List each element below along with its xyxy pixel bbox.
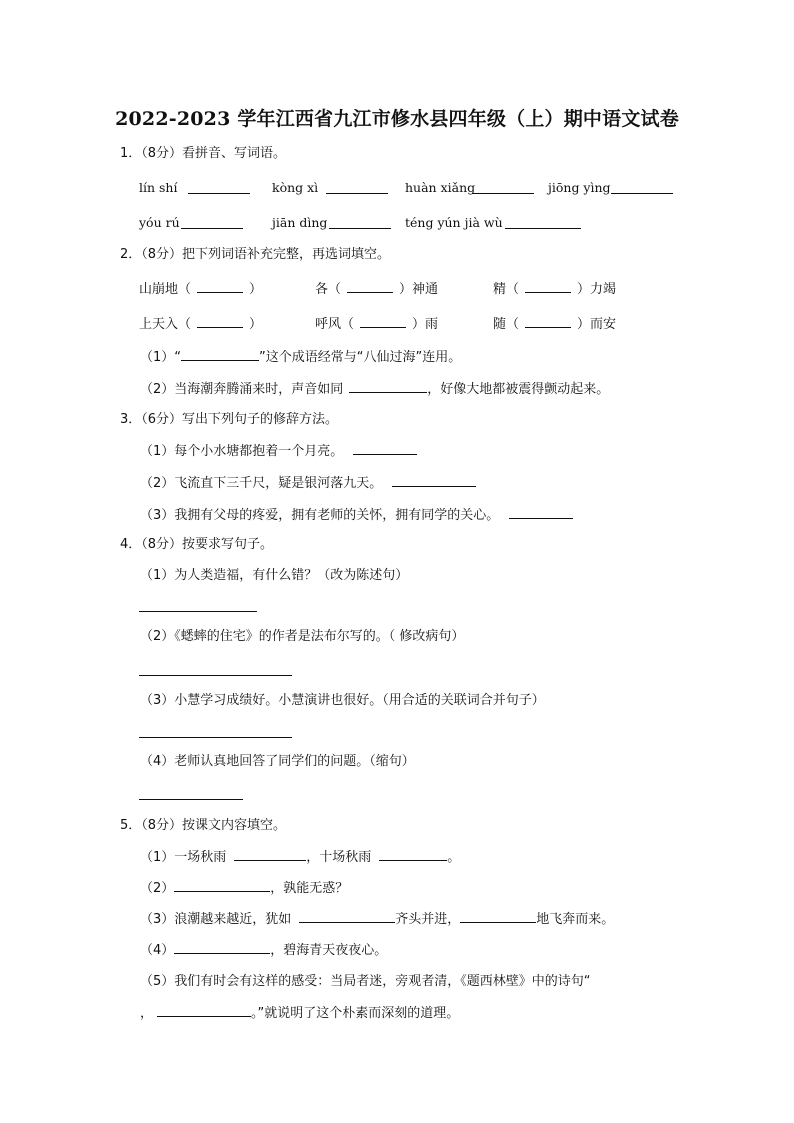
idiom-4 bbox=[139, 315, 262, 334]
answer-blank[interactable] bbox=[188, 193, 250, 194]
answer-blank[interactable] bbox=[505, 228, 581, 229]
question-3-item-2 bbox=[140, 474, 476, 493]
pinyin-1: lín shí bbox=[139, 180, 178, 195]
answer-blank[interactable] bbox=[157, 1004, 251, 1017]
sub-text: （1）“ bbox=[140, 350, 182, 365]
idiom-blank[interactable] bbox=[197, 280, 243, 293]
question-5-item-5-continued bbox=[140, 1004, 459, 1023]
idiom-blank[interactable] bbox=[525, 280, 571, 293]
idiom-text: 精（ bbox=[493, 282, 520, 297]
question-2-sub-1 bbox=[140, 348, 461, 367]
item-text: ，碧海青天夜夜心。 bbox=[270, 943, 388, 958]
idiom-text: ）雨 bbox=[412, 317, 439, 332]
item-text: （1）一场秋雨 bbox=[140, 850, 227, 865]
sub-text: （2）当海潮奔腾涌来时，声音如同 bbox=[140, 382, 344, 397]
question-4-header: 4．（8分）按要求写句子。 bbox=[120, 537, 274, 552]
idiom-text: ） bbox=[249, 282, 263, 297]
question-2-sub-2 bbox=[140, 380, 609, 399]
question-5-header: 5．（8分）按课文内容填空。 bbox=[120, 818, 287, 833]
answer-blank[interactable] bbox=[353, 442, 417, 455]
answer-line[interactable] bbox=[139, 675, 292, 676]
answer-blank[interactable] bbox=[234, 848, 306, 861]
idiom-text: 各（ bbox=[315, 282, 342, 297]
idiom-text: ）神通 bbox=[399, 282, 439, 297]
question-3-header: 3．（6分）写出下列句子的修辞方法。 bbox=[120, 412, 339, 427]
pinyin-2: kòng xì bbox=[272, 180, 319, 195]
item-text: （4） bbox=[140, 943, 175, 958]
answer-blank[interactable] bbox=[299, 910, 395, 923]
answer-blank[interactable] bbox=[326, 193, 388, 194]
pinyin-7: téng yún jià wù bbox=[405, 215, 503, 230]
answer-blank[interactable] bbox=[329, 228, 391, 229]
item-text: 齐头并进， bbox=[395, 912, 461, 927]
item-text: ，孰能无惑？ bbox=[270, 881, 349, 896]
idiom-1 bbox=[139, 280, 262, 299]
idiom-blank[interactable] bbox=[525, 315, 571, 328]
item-text: 。”就说明了这个朴素而深刻的道理。 bbox=[251, 1006, 460, 1021]
question-5-item-2 bbox=[140, 879, 348, 898]
answer-blank[interactable] bbox=[392, 474, 476, 487]
item-text: （2） bbox=[140, 881, 175, 896]
answer-blank[interactable] bbox=[174, 941, 270, 954]
question-5-item-5: （5）我们有时会有这样的感受：当局者迷，旁观者清，《题西林壁》中的诗句“ bbox=[140, 974, 591, 989]
item-text: （3）浪潮越来越近，犹如 bbox=[140, 912, 292, 927]
question-5-item-1 bbox=[140, 848, 460, 867]
answer-blank[interactable] bbox=[509, 506, 573, 519]
answer-line[interactable] bbox=[139, 737, 292, 738]
pinyin-3: huàn xiǎng bbox=[405, 180, 476, 195]
pinyin-6: jiān dìng bbox=[272, 215, 328, 230]
idiom-6 bbox=[493, 315, 616, 334]
idiom-text: 呼风（ bbox=[315, 317, 355, 332]
idiom-text: 山崩地（ bbox=[139, 282, 192, 297]
answer-blank[interactable] bbox=[472, 193, 534, 194]
idiom-text: ）而安 bbox=[577, 317, 617, 332]
item-text: ，十场秋雨 bbox=[306, 850, 372, 865]
pinyin-5: yóu rú bbox=[139, 215, 180, 230]
pinyin-4: jiōng yìng bbox=[548, 180, 611, 195]
sub-text: ，好像大地都被震得颤动起来。 bbox=[427, 382, 610, 397]
item-text: （3）我拥有父母的疼爱，拥有老师的关怀，拥有同学的关心。 bbox=[140, 508, 500, 523]
idiom-text: ） bbox=[249, 317, 263, 332]
idiom-2 bbox=[315, 280, 438, 299]
answer-blank[interactable] bbox=[611, 193, 673, 194]
answer-blank[interactable] bbox=[349, 380, 427, 393]
answer-blank[interactable] bbox=[181, 228, 243, 229]
idiom-blank[interactable] bbox=[347, 280, 393, 293]
answer-line[interactable] bbox=[139, 611, 257, 612]
idiom-text: 上天入（ bbox=[139, 317, 192, 332]
question-4-item-4: （4）老师认真地回答了同学们的问题。（缩句） bbox=[140, 754, 415, 769]
item-text: ， bbox=[140, 1006, 154, 1021]
question-5-item-3 bbox=[140, 910, 614, 929]
idiom-5 bbox=[315, 315, 438, 334]
question-5-item-4 bbox=[140, 941, 387, 960]
question-1-header: 1．（8分）看拼音、写词语。 bbox=[120, 146, 287, 161]
idiom-blank[interactable] bbox=[360, 315, 406, 328]
page-title: 2022-2023 学年江西省九江市修水县四年级（上）期中语文试卷 bbox=[115, 108, 679, 130]
answer-line[interactable] bbox=[139, 799, 243, 800]
answer-blank[interactable] bbox=[379, 848, 447, 861]
question-4-item-2: （2）《蟋蟀的住宅》的作者是法布尔写的。（ 修改病句） bbox=[140, 629, 465, 644]
idiom-3 bbox=[493, 280, 616, 299]
question-3-item-1 bbox=[140, 442, 417, 461]
item-text: 地飞奔而来。 bbox=[536, 912, 615, 927]
item-text: 。 bbox=[447, 850, 461, 865]
question-4-item-1: （1）为人类造福，有什么错？（改为陈述句） bbox=[140, 568, 409, 583]
answer-blank[interactable] bbox=[460, 910, 536, 923]
question-4-item-3: （3）小慧学习成绩好。小慧演讲也很好。（用合适的关联词合并句子） bbox=[140, 693, 545, 708]
idiom-text: ）力竭 bbox=[577, 282, 617, 297]
question-2-header: 2．（8分）把下列词语补充完整，再选词填空。 bbox=[120, 247, 391, 262]
item-text: （2）飞流直下三千尺，疑是银河落九天。 bbox=[140, 476, 383, 491]
question-3-item-3 bbox=[140, 506, 573, 525]
idiom-text: 随（ bbox=[493, 317, 520, 332]
item-text: （1）每个小水塘都抱着一个月亮。 bbox=[140, 444, 344, 459]
sub-text: ”这个成语经常与“八仙过海”连用。 bbox=[259, 350, 462, 365]
answer-blank[interactable] bbox=[174, 879, 270, 892]
answer-blank[interactable] bbox=[181, 348, 259, 361]
idiom-blank[interactable] bbox=[197, 315, 243, 328]
